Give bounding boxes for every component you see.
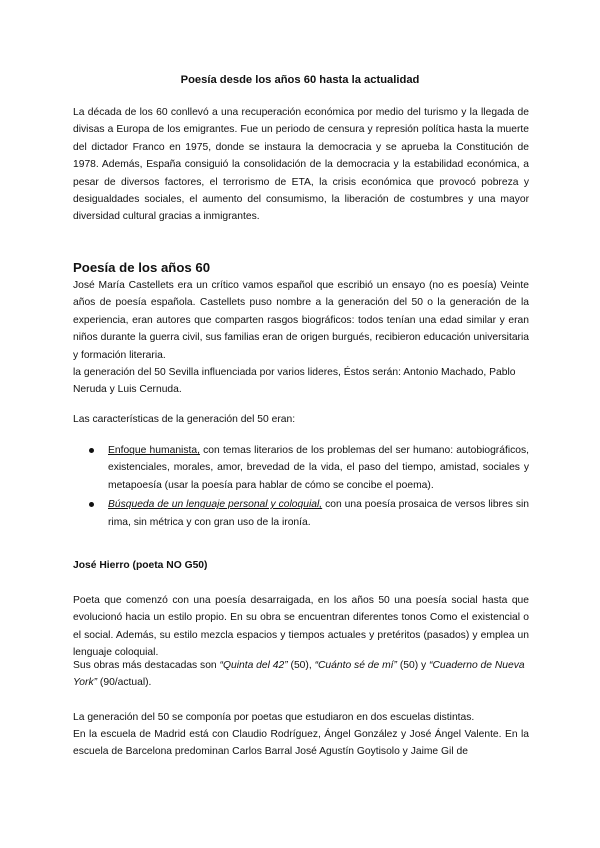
document-title: Poesía desde los años 60 hasta la actualidad: [180, 74, 420, 86]
work-title-2: “Cuánto sé de mí”: [314, 660, 397, 671]
bullet-icon: [89, 502, 94, 507]
work-year-2: (50) y: [396, 660, 430, 671]
intro-paragraph: La década de los 60 conllevó a una recuperación económica por medio del turismo y la llegada de divisas a Europa de los emigrantes. Fue un periodo de censura y represión política hasta la muerte del dictador Franco en 1975, donde se instaura la democracia y se aprueba la Constitución de 1978. Además, España consiguió la consolidación de la democracia y la estabilidad económica, a pesar de diversos factores, el terrorismo de ETA, la crisis económica que provocó pobreza y desigualdades sociales, el aumento del consumismo, la liberación de costumbres y una mayor diversidad cultural gracias a inmigrantes.: [73, 107, 529, 223]
hierro-heading: José Hierro (poeta NO G50): [73, 560, 208, 571]
section-paragraph-2: la generación del 50 Sevilla influenciada por varios lideres, Éstos serán: Antonio Machado, Pablo Neruda y Luis Cernuda.: [73, 367, 516, 396]
characteristics-list: [73, 442, 529, 531]
list-item: [73, 496, 529, 531]
list-item: [73, 442, 529, 494]
work-title-1: “Quinta del 42”: [219, 660, 288, 671]
bullet-text: con temas literarios de los problemas del ser humano: autobiográficos, existenciales, morales, amor, brevedad de la vida, el paso del tiempo, amistad, sociales y metapoesía (usar la poesía para hablar de cómo se concibe el poema).: [108, 445, 529, 491]
work-year-3: (90/actual).: [97, 677, 152, 689]
work-title-3: “Cuaderno de Nueva York”: [73, 660, 525, 689]
bullet-icon: [89, 448, 94, 453]
section-paragraph-1: José María Castellets era un crítico vamos español que escribió un ensayo (no es poesía) Veinte años de poesía española. Castellets puso nombre a la generación del 50 o la generación de la experiencia, eran autores que comparten rasgos biográficos: todos tenían una edad similar y eran niños durante la guerra civil, sus familias eran de origen burgués, recibieron educación universitaria y formación literaria.: [73, 280, 529, 361]
bullet-label: Búsqueda de un lenguaje personal y coloquial,: [108, 499, 323, 511]
section-heading: Poesía de los años 60: [73, 260, 211, 275]
works-paragraph: [73, 657, 529, 692]
hierro-paragraph: Poeta que comenzó con una poesía desarraigada, en los años 50 una poesía social hasta que evolucionó hacia un estilo propio. En su obra se encuentran diferentes tonos Como el existencial o el social. Además, su estilo mezcla espacios y tiempos actuales y pretéritos (pasados) y emplea un lenguaje coloquial.: [73, 595, 529, 659]
bullet-text: con una poesía prosaica de versos libres sin rima, sin métrica y con gran uso de la ironía.: [108, 499, 529, 528]
bullet-label: Enfoque humanista,: [108, 445, 200, 456]
characteristics-intro: Las características de la generación del 50 eran:: [73, 414, 296, 425]
work-year-1: (50),: [287, 660, 315, 671]
schools-paragraph-2: En la escuela de Madrid está con Claudio Rodríguez, Ángel González y José Ángel Valente. En la escuela de Barcelona predominan Carlos Barral José Agustín Goytisolo y Jaime Gil de: [73, 729, 529, 758]
works-lead: Sus obras más destacadas son: [73, 660, 220, 671]
schools-paragraph-1: La generación del 50 se componía por poetas que estudiaron en dos escuelas distintas.: [73, 712, 475, 723]
